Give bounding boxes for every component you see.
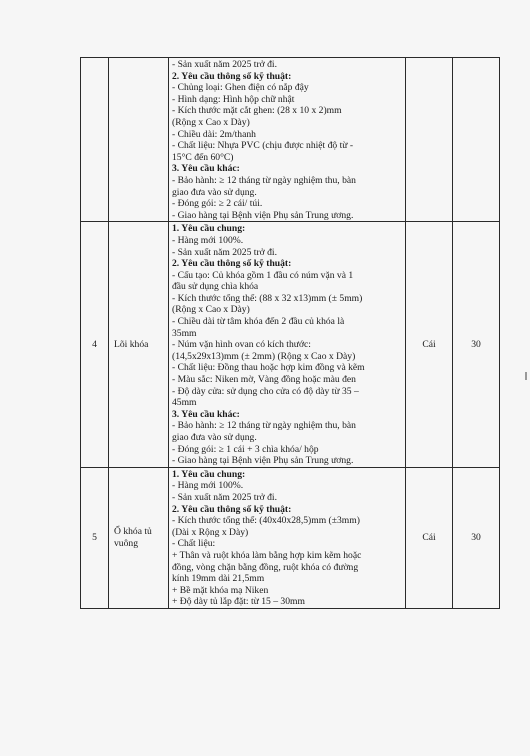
requirement-line: - Kích thước tổng thể: (40x40x28,5)mm (±3mm) <box>172 515 360 527</box>
quantity-cell: 30 <box>453 222 500 467</box>
requirement-line: - Đóng gói: ≥ 1 cái + 3 chìa khóa/ hộp <box>172 443 319 455</box>
spec-table <box>80 57 500 609</box>
requirement-line: - Hàng mới 100%. <box>172 480 244 492</box>
item-name <box>109 467 169 608</box>
requirement-line: (Rộng x Cao x Dày) <box>172 116 250 128</box>
requirement-line: (Rộng x Cao x Dày) <box>172 304 250 316</box>
table-row <box>81 222 500 467</box>
requirement-line: - Chủng loại: Ghen điện có nắp đậy <box>172 82 309 94</box>
requirement-line: 35mm <box>172 327 197 339</box>
requirement-line: - Chiều dài từ tâm khóa đến 2 đầu củ khóa là <box>172 316 345 328</box>
unit-cell <box>406 58 453 222</box>
requirement-line: - Bảo hành: ≥ 12 tháng từ ngày nghiệm thu, bàn <box>172 420 356 432</box>
item-number: 4 <box>81 222 109 467</box>
requirement-line: kính 19mm dài 21,5mm <box>172 573 265 585</box>
requirement-heading: 2. Yêu cầu thông số kỹ thuật: <box>172 70 292 82</box>
requirement-heading: 3. Yêu cầu khác: <box>172 408 240 420</box>
requirement-line: - Kích thước tổng thể: (88 x 32 x13)mm (± 5mm) <box>172 292 363 304</box>
requirement-line: - Sản xuất năm 2025 trở đi. <box>172 59 277 70</box>
requirement-line: 15°C đến 60°C) <box>172 151 234 163</box>
requirement-line: - Chất liệu: Nhựa PVC (chịu được nhiệt độ từ - <box>172 140 354 152</box>
item-name-line: Ổ khóa tủ <box>114 526 152 538</box>
requirement-line: - Đóng gói: ≥ 2 cái/ túi. <box>172 198 263 210</box>
unit-cell: Cái <box>406 467 453 608</box>
item-name-line: Lõi khóa <box>114 338 149 350</box>
table-row <box>81 467 500 608</box>
requirements-cell <box>169 222 406 467</box>
requirement-heading: 1. Yêu cầu chung: <box>172 223 246 235</box>
requirements-cell <box>169 58 406 222</box>
requirement-line: - Chiều dài: 2m/thanh <box>172 128 256 140</box>
requirement-heading: 2. Yêu cầu thông số kỹ thuật: <box>172 503 292 515</box>
item-number <box>81 58 109 222</box>
requirement-line: (14,5x29x13)mm (± 2mm) (Rộng x Cao x Dày) <box>172 350 356 362</box>
requirement-line: - Cấu tạo: Củ khóa gồm 1 đầu có núm vặn và 1 <box>172 269 354 281</box>
requirement-line: - Độ dày cửa: sử dụng cho cửa có độ dày từ 35 – <box>172 385 359 397</box>
table-row <box>81 58 500 222</box>
requirement-heading: 1. Yêu cầu chung: <box>172 468 246 480</box>
requirement-line: - Sản xuất năm 2025 trở đi. <box>172 246 277 258</box>
quantity-cell <box>453 58 500 222</box>
item-name-line: vuông <box>114 537 138 549</box>
requirement-line: - Bảo hành: ≥ 12 tháng từ ngày nghiệm thu, bàn <box>172 174 356 186</box>
requirement-line: giao đưa vào sử dụng. <box>172 432 257 443</box>
requirement-line: - Chất liệu: Đồng thau hoặc hợp kim đồng và kẽm <box>172 362 365 374</box>
requirement-line: đồng, vòng chặn bằng đồng, ruột khóa có đường <box>172 561 359 573</box>
requirement-heading: 2. Yêu cầu thông số kỹ thuật: <box>172 258 292 270</box>
requirement-heading: 3. Yêu cầu khác: <box>172 163 240 175</box>
requirement-line: - Kích thước mặt cắt ghen: (28 x 10 x 2)mm <box>172 105 342 117</box>
requirement-line: đầu sử dụng chìa khóa <box>172 281 259 293</box>
requirement-line: - Hàng mới 100%. <box>172 234 244 246</box>
item-number: 5 <box>81 467 109 608</box>
requirement-line: 45mm <box>172 397 197 409</box>
requirement-line: - Chất liệu: <box>172 538 216 550</box>
page-edge-mark <box>525 372 527 380</box>
requirement-line: + Độ dày tủ lắp đặt: từ 15 – 30mm <box>172 596 305 608</box>
item-name <box>109 222 169 467</box>
quantity-cell: 30 <box>453 467 500 608</box>
requirement-line: giao đưa vào sử dụng. <box>172 186 257 198</box>
requirement-line: - Sản xuất năm 2025 trở đi. <box>172 491 277 503</box>
requirement-line: - Núm vặn hình ovan có kích thước: <box>172 339 311 351</box>
requirement-line: + Thân và ruột khóa làm bằng hợp kim kẽm hoặc <box>172 549 362 561</box>
requirement-line: - Giao hàng tại Bệnh viện Phụ sản Trung ương. <box>172 455 354 467</box>
requirement-line: + Bề mặt khóa mạ Niken <box>172 584 269 596</box>
requirement-line: - Hình dạng: Hình hộp chữ nhật <box>172 93 295 105</box>
unit-cell: Cái <box>406 222 453 467</box>
requirement-line: (Dài x Rộng x Dày) <box>172 526 249 538</box>
requirement-line: - Giao hàng tại Bệnh viện Phụ sản Trung ương. <box>172 209 354 221</box>
requirements-cell <box>169 467 406 608</box>
item-name <box>109 58 169 222</box>
requirement-line: - Màu sắc: Niken mờ, Vàng đồng hoặc màu đen <box>172 374 356 386</box>
